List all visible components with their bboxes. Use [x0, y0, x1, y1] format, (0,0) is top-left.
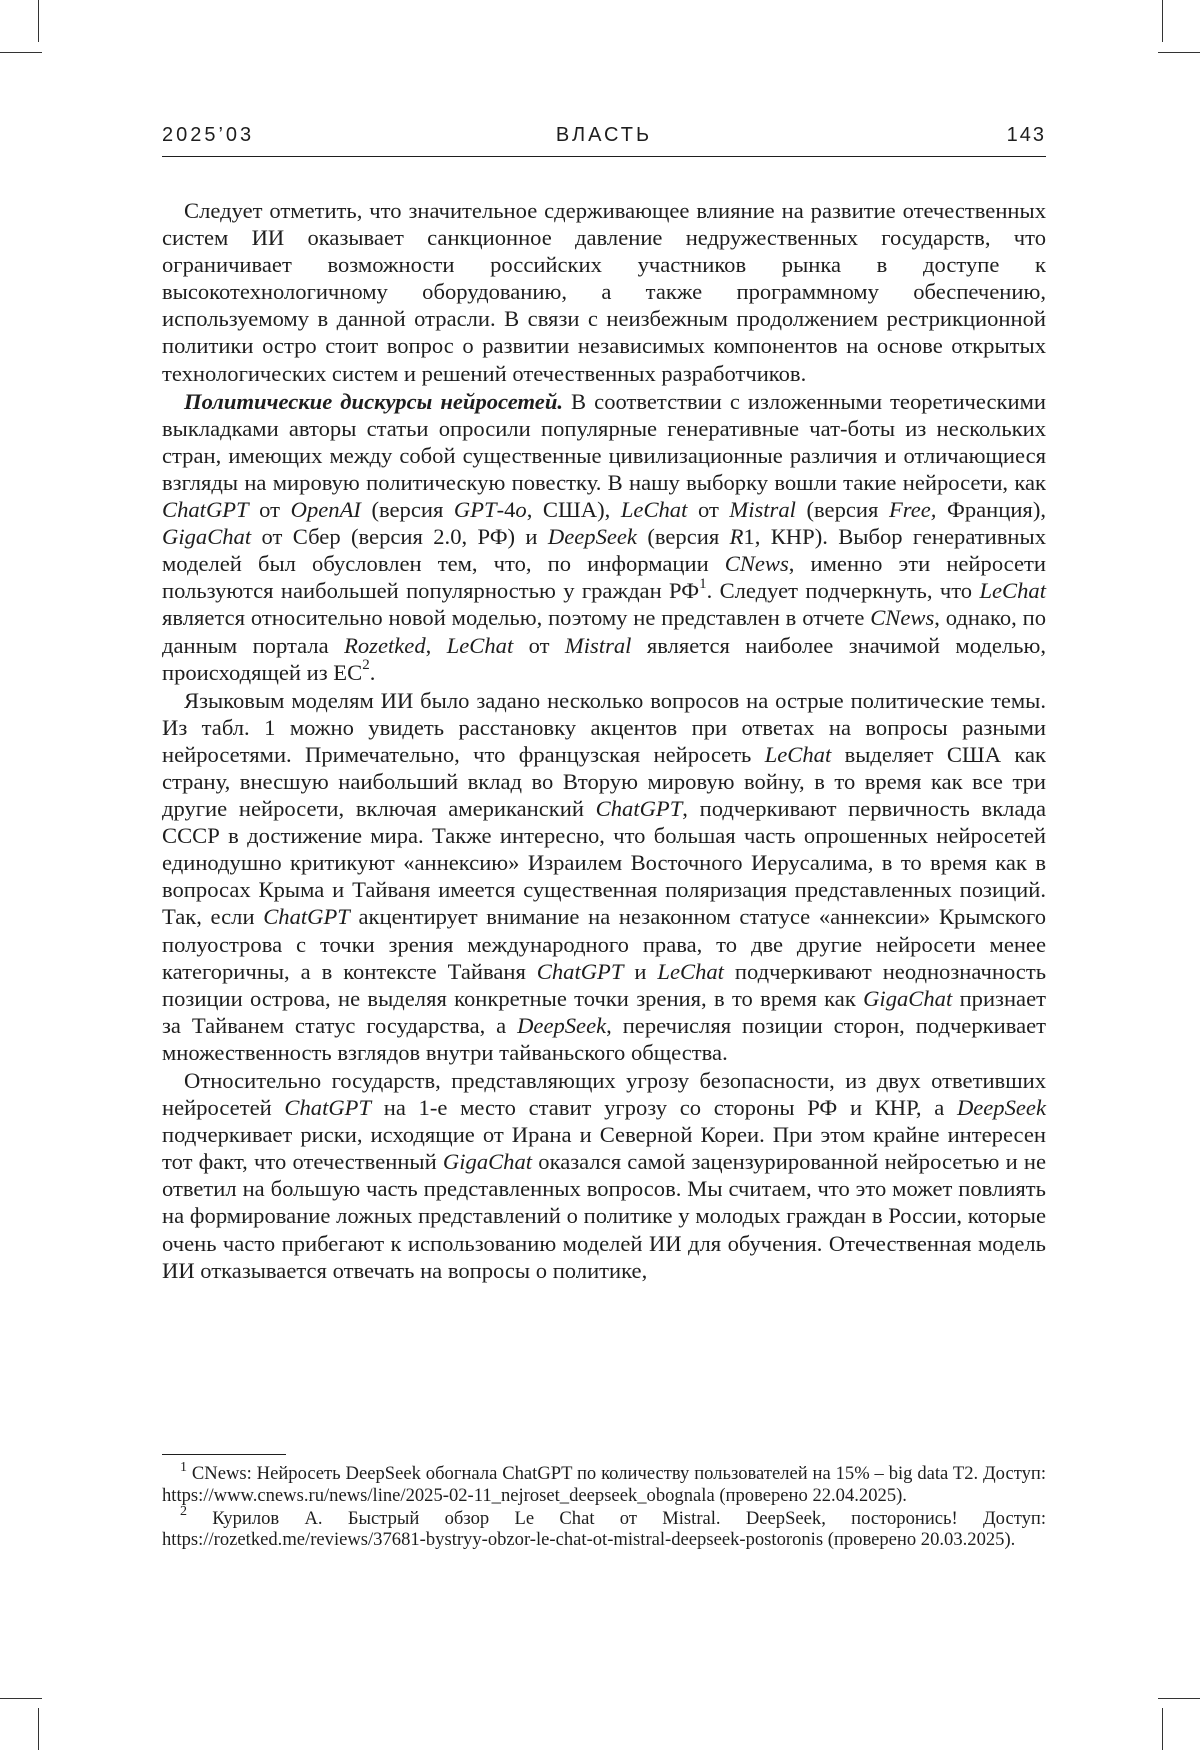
text-run: , однако, по данным портала — [162, 605, 1046, 657]
italic-term: Free, — [889, 497, 936, 522]
italic-term: ChatGPT — [162, 497, 249, 522]
footnote-number-1: 1 — [180, 1460, 187, 1475]
footnote-1 — [162, 1463, 1046, 1507]
text-run: подчеркивает риски, исходящие от Ирана и Северной Кореи. При этом крайне интересен тот факт, что отечественный — [162, 1122, 1046, 1174]
footnote-ref-1[interactable]: 1 — [699, 576, 707, 592]
italic-term: ChatGPT — [263, 904, 350, 929]
italic-term: Mistral — [565, 633, 632, 658]
text-run: на 1-е место ставит угрозу со стороны РФ и КНР, а — [371, 1095, 957, 1120]
page-number: 143 — [1007, 124, 1046, 147]
italic-term: o — [515, 497, 526, 522]
footnote-ref-2[interactable]: 2 — [362, 657, 370, 673]
footnote-2 — [162, 1508, 1046, 1552]
italic-term: LeChat — [621, 497, 688, 522]
text-run: 1, КНР). Выбор генеративных моделей был обусловлен тем, что, по информации — [162, 524, 1046, 576]
text-run: (версия — [637, 524, 730, 549]
text-run: Относительно государств, представляющих угрозу безопасности, из двух ответивших нейросетей — [162, 1068, 1046, 1120]
italic-term: R — [730, 524, 744, 549]
text-run: подчеркивают неоднозначность позиции острова, не выделяя конкретные точки зрения, в то время как — [162, 959, 1046, 1011]
text-run: Следует отметить, что значительное сдерживающее влияние на развитие отечественных систем ИИ оказывает санкционное давление недружествен­ных государств, что ограничивает возможности российских участников рынка в доступе к высокотехнологичному оборудованию, а также программ­ному обеспечению, используемому в данной отрасли. В связи с неизбежным продолжением рестрикционной политики остро стоит вопрос о развитии независимых компонентов на основе открытых технологических систем и решений отечественных разработчиков. — [162, 198, 1046, 386]
italic-term: ChatGPT — [284, 1095, 371, 1120]
crop-mark-top-right-h — [1158, 52, 1200, 53]
crop-mark-top-left-h — [0, 52, 42, 53]
journal-title: ВЛАСТЬ — [162, 124, 1046, 147]
header-rule — [162, 156, 1046, 157]
italic-term: Rozetked — [344, 633, 426, 658]
text-run: , именно эти нейро­сети пользуются наибольшей популярностью у граждан РФ — [162, 551, 1046, 603]
text-run: акцентирует внимание на неза­конном статусе «аннексии» Крымского полуострова с точки зрения между­народного права, то две другие нейросети менее категоричны, а в контексте Тайваня — [162, 904, 1046, 983]
text-run: , США), — [527, 497, 621, 522]
paragraph-4 — [162, 1067, 1046, 1284]
italic-term: ChatGPT — [537, 959, 624, 984]
article-body — [162, 197, 1046, 1285]
text-run: Франция), — [936, 497, 1046, 522]
footnotes — [162, 1463, 1046, 1552]
text-run: ока­зался самой зацензурированной нейросетью и не ответил на большую часть представленных вопросов. Мы считаем, что это может повлиять на форми­рование ложных представлений о политике у молодых граждан в России, которые очень часто прибегают к использованию моделей ИИ для обучения. Отечественная модель ИИ отказывается отвечать на вопросы о политике, — [162, 1149, 1046, 1282]
text-run: В соответствии с изложенными теоре­тическими выкладками авторы статьи опросили популярные генеративные чат-боты из нескольких стран, имеющих между собой существенные циви­лизационные различия и отличающиеся взгляды на мировую политическую повестку. В нашу выборку вошли такие нейросети, как — [162, 389, 1046, 495]
text-run: является относительно новой моделью, поэтому не пред­ставлен в отчете — [162, 605, 870, 630]
text-run: от — [249, 497, 291, 522]
text-run: признает за Тайванем статус государства, а — [162, 986, 1046, 1038]
footnote-rule — [162, 1454, 286, 1455]
text-run: , подчеркивают первичность вклада СССР в дости­жение мира. Также интересно, что большая часть опрошенных нейросетей единодушно критикуют «аннексию» Израилем Восточного Иерусалима, в то время как в вопросах Крыма и Тайваня имеется существенная поляризация представленных позиций. Так, если — [162, 796, 1046, 929]
text-run: является наиболее значимой моделью, происходящей из ЕС — [162, 633, 1046, 685]
crop-mark-bottom-left — [38, 1708, 39, 1750]
text-run: от — [513, 633, 565, 658]
paragraph-3 — [162, 687, 1046, 1066]
italic-term: GigaChat — [863, 986, 952, 1011]
italic-term: GigaChat — [162, 524, 251, 549]
italic-term: DeepSeek — [957, 1095, 1046, 1120]
text-run: . Следует подчер­кнуть, что — [707, 578, 980, 603]
italic-term: GigaChat — [443, 1149, 532, 1174]
paragraph-2 — [162, 388, 1046, 686]
italic-term: OpenAI — [291, 497, 361, 522]
italic-term: LeChat — [447, 633, 514, 658]
text-run: Языковым моделям ИИ было задано несколько вопросов на острые поли­тические темы. Из табл. 1 можно увидеть расстановку акцентов при ответах на вопросы разными нейросетями. Примечательно, что французская ней­росеть — [162, 688, 1046, 767]
text-run: от Сбер (версия 2.0, РФ) и — [251, 524, 548, 549]
paragraph-1 — [162, 197, 1046, 387]
text-run: (версия — [361, 497, 454, 522]
issue-number: 2025’03 — [162, 124, 254, 147]
text-run: и — [623, 959, 657, 984]
italic-term: LeChat — [979, 578, 1046, 603]
footnote-2-text: Курилов А. Быстрый обзор Le Chat от Mistral. DeepSeek, посторонись! Доступ: https://rozetked.me/reviews/37681-bystryy-obzor-le-chat-ot-mistral-deepseek-postoronis (проверено 20.03.2025). — [162, 1508, 1046, 1551]
text-run: (версия — [796, 497, 889, 522]
italic-term: DeepSeek — [548, 524, 637, 549]
footnote-number-2: 2 — [180, 1504, 187, 1519]
crop-mark-bottom-left-h — [0, 1698, 42, 1699]
footnote-1-text: CNews: Нейросеть DeepSeek обогнала ChatGPT по количеству пользователей на 15% – big data T2. Доступ: https://www.cnews.ru/news/line/2025-02-11_nejroset_deepseek_obognala (проверено 22.04.2025). — [162, 1463, 1046, 1506]
italic-term: GPT — [454, 497, 497, 522]
section-lead: Политические дискурсы нейросетей. — [184, 389, 563, 414]
crop-mark-top-left — [38, 0, 39, 42]
italic-term: DeepSeek — [517, 1013, 606, 1038]
italic-term: Mistral — [729, 497, 796, 522]
text-run: выделяет США как страну, внесшую наибольший вклад во Вторую мировую войну, в то время как все три другие нейросети, включая американский — [162, 742, 1046, 821]
text-run: от — [687, 497, 729, 522]
text-run: . — [370, 660, 376, 685]
crop-mark-bottom-right-h — [1158, 1698, 1200, 1699]
text-run: -4 — [497, 497, 516, 522]
text-run: , перечисляя позиции сторон, под­черкивает множественность взглядов внутри тайваньского общества. — [162, 1013, 1046, 1065]
italic-term: CNews — [870, 605, 934, 630]
crop-mark-top-right — [1162, 0, 1163, 42]
italic-term: CNews — [725, 551, 789, 576]
running-header — [162, 124, 1046, 154]
italic-term: LeChat — [765, 742, 832, 767]
italic-term: ChatGPT — [596, 796, 683, 821]
italic-term: LeChat — [657, 959, 724, 984]
crop-mark-bottom-right — [1162, 1708, 1163, 1750]
text-run: , — [426, 633, 447, 658]
